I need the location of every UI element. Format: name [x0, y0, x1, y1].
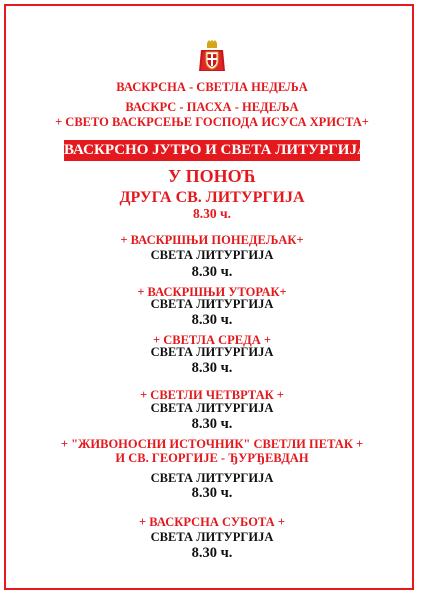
- second-liturgy-time: 8.30 ч.: [193, 206, 231, 221]
- second-liturgy-label: ДРУГА СВ. ЛИТУРГИЈА: [119, 189, 305, 206]
- coat-of-arms-icon: [198, 40, 226, 74]
- day-name: + ВАСКРСНА СУБОТА +: [139, 515, 285, 529]
- banner: ВАСКРСНО ЈУТРО И СВЕТА ЛИТУРГИЈА: [64, 140, 360, 161]
- day-time: 8.30 ч.: [191, 312, 233, 328]
- day-name: + СВЕТЛА СРЕДА +: [152, 333, 271, 347]
- day-name: + ВАСКРШЊИ УТОРАК+: [137, 285, 287, 299]
- day-time: 8.30 ч.: [191, 485, 233, 501]
- day-time: 8.30 ч.: [191, 416, 233, 432]
- subtitle-2: + СВЕТО ВАСКРСЕЊЕ ГОСПОДА ИСУСА ХРИСТА+: [55, 115, 369, 129]
- day-service: СВЕТА ЛИТУРГИЈА: [150, 471, 274, 485]
- subtitle-1: ВАСКРС - ПАСХА - НЕДЕЉА: [125, 100, 299, 114]
- midnight-label: У ПОНОЋ: [167, 166, 257, 186]
- day-service: СВЕТА ЛИТУРГИЈА: [150, 530, 274, 544]
- day-service: СВЕТА ЛИТУРГИЈА: [150, 297, 274, 311]
- day-service: СВЕТА ЛИТУРГИЈА: [150, 401, 274, 415]
- day-name-line-2: И СВ. ГЕОРГИЈЕ - ЂУРЂЕВДАН: [115, 451, 309, 465]
- day-time: 8.30 ч.: [191, 360, 233, 376]
- day-service: СВЕТА ЛИТУРГИЈА: [150, 248, 274, 262]
- day-name: + СВЕТЛИ ЧЕТВРТАК +: [140, 388, 284, 402]
- title: ВАСКРСНА - СВЕТЛА НЕДЕЉА: [116, 80, 308, 94]
- day-service: СВЕТА ЛИТУРГИЈА: [150, 345, 274, 359]
- day-time: 8.30 ч.: [191, 545, 233, 561]
- day-name: + ВАСКРШЊИ ПОНЕДЕЉАК+: [120, 233, 304, 247]
- day-name: + "ЖИВОНОСНИ ИСТОЧНИК" СВЕТЛИ ПЕТАК +: [60, 437, 364, 451]
- day-time: 8.30 ч.: [191, 264, 233, 280]
